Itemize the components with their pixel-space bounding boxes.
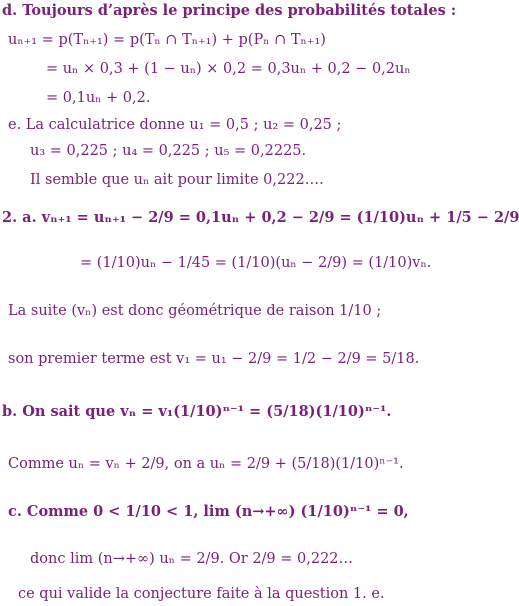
line-9: = (1/10)uₙ − 1/45 = (1/10)(uₙ − 2/9) = (1/10)vₙ. [80, 255, 432, 271]
line-5: e. La calculatrice donne u₁ = 0,5 ; u₂ = 0,25 ; [8, 117, 342, 133]
line-13: Comme uₙ = vₙ + 2/9, on a uₙ = 2/9 + (5/18)(1/10)ⁿ⁻¹. [8, 456, 404, 472]
line-16: ce qui valide la conjecture faite à la question 1. e. [18, 586, 385, 602]
line-12: b. On sait que vₙ = v₁(1/10)ⁿ⁻¹ = (5/18)(1/10)ⁿ⁻¹. [2, 403, 392, 420]
line-7: Il semble que uₙ ait pour limite 0,222…. [30, 172, 324, 188]
line-15: donc lim (n→+∞) uₙ = 2/9. Or 2/9 = 0,222… [30, 551, 354, 567]
line-3: = uₙ × 0,3 + (1 − uₙ) × 0,2 = 0,3uₙ + 0,2 − 0,2uₙ [46, 61, 411, 77]
line-4: = 0,1uₙ + 0,2. [46, 90, 151, 106]
line-11: son premier terme est v₁ = u₁ − 2/9 = 1/2 − 2/9 = 5/18. [8, 351, 420, 367]
line-1: d. Toujours d’après le principe des probabilités totales : [2, 2, 457, 19]
line-10: La suite (vₙ) est donc géométrique de raison 1/10 ; [8, 303, 382, 319]
line-2: uₙ₊₁ = p(Tₙ₊₁) = p(Tₙ ∩ Tₙ₊₁) + p(Pₙ ∩ Tₙ₊₁) [8, 32, 326, 48]
line-8: 2. a. vₙ₊₁ = uₙ₊₁ − 2/9 = 0,1uₙ + 0,2 − 2/9 = (1/10)uₙ + 1/5 − 2/9 [2, 209, 519, 226]
line-6: u₃ = 0,225 ; u₄ = 0,225 ; u₅ = 0,2225. [30, 143, 307, 159]
line-14: c. Comme 0 < 1/10 < 1, lim (n→+∞) (1/10)ⁿ⁻¹ = 0, [8, 503, 409, 520]
